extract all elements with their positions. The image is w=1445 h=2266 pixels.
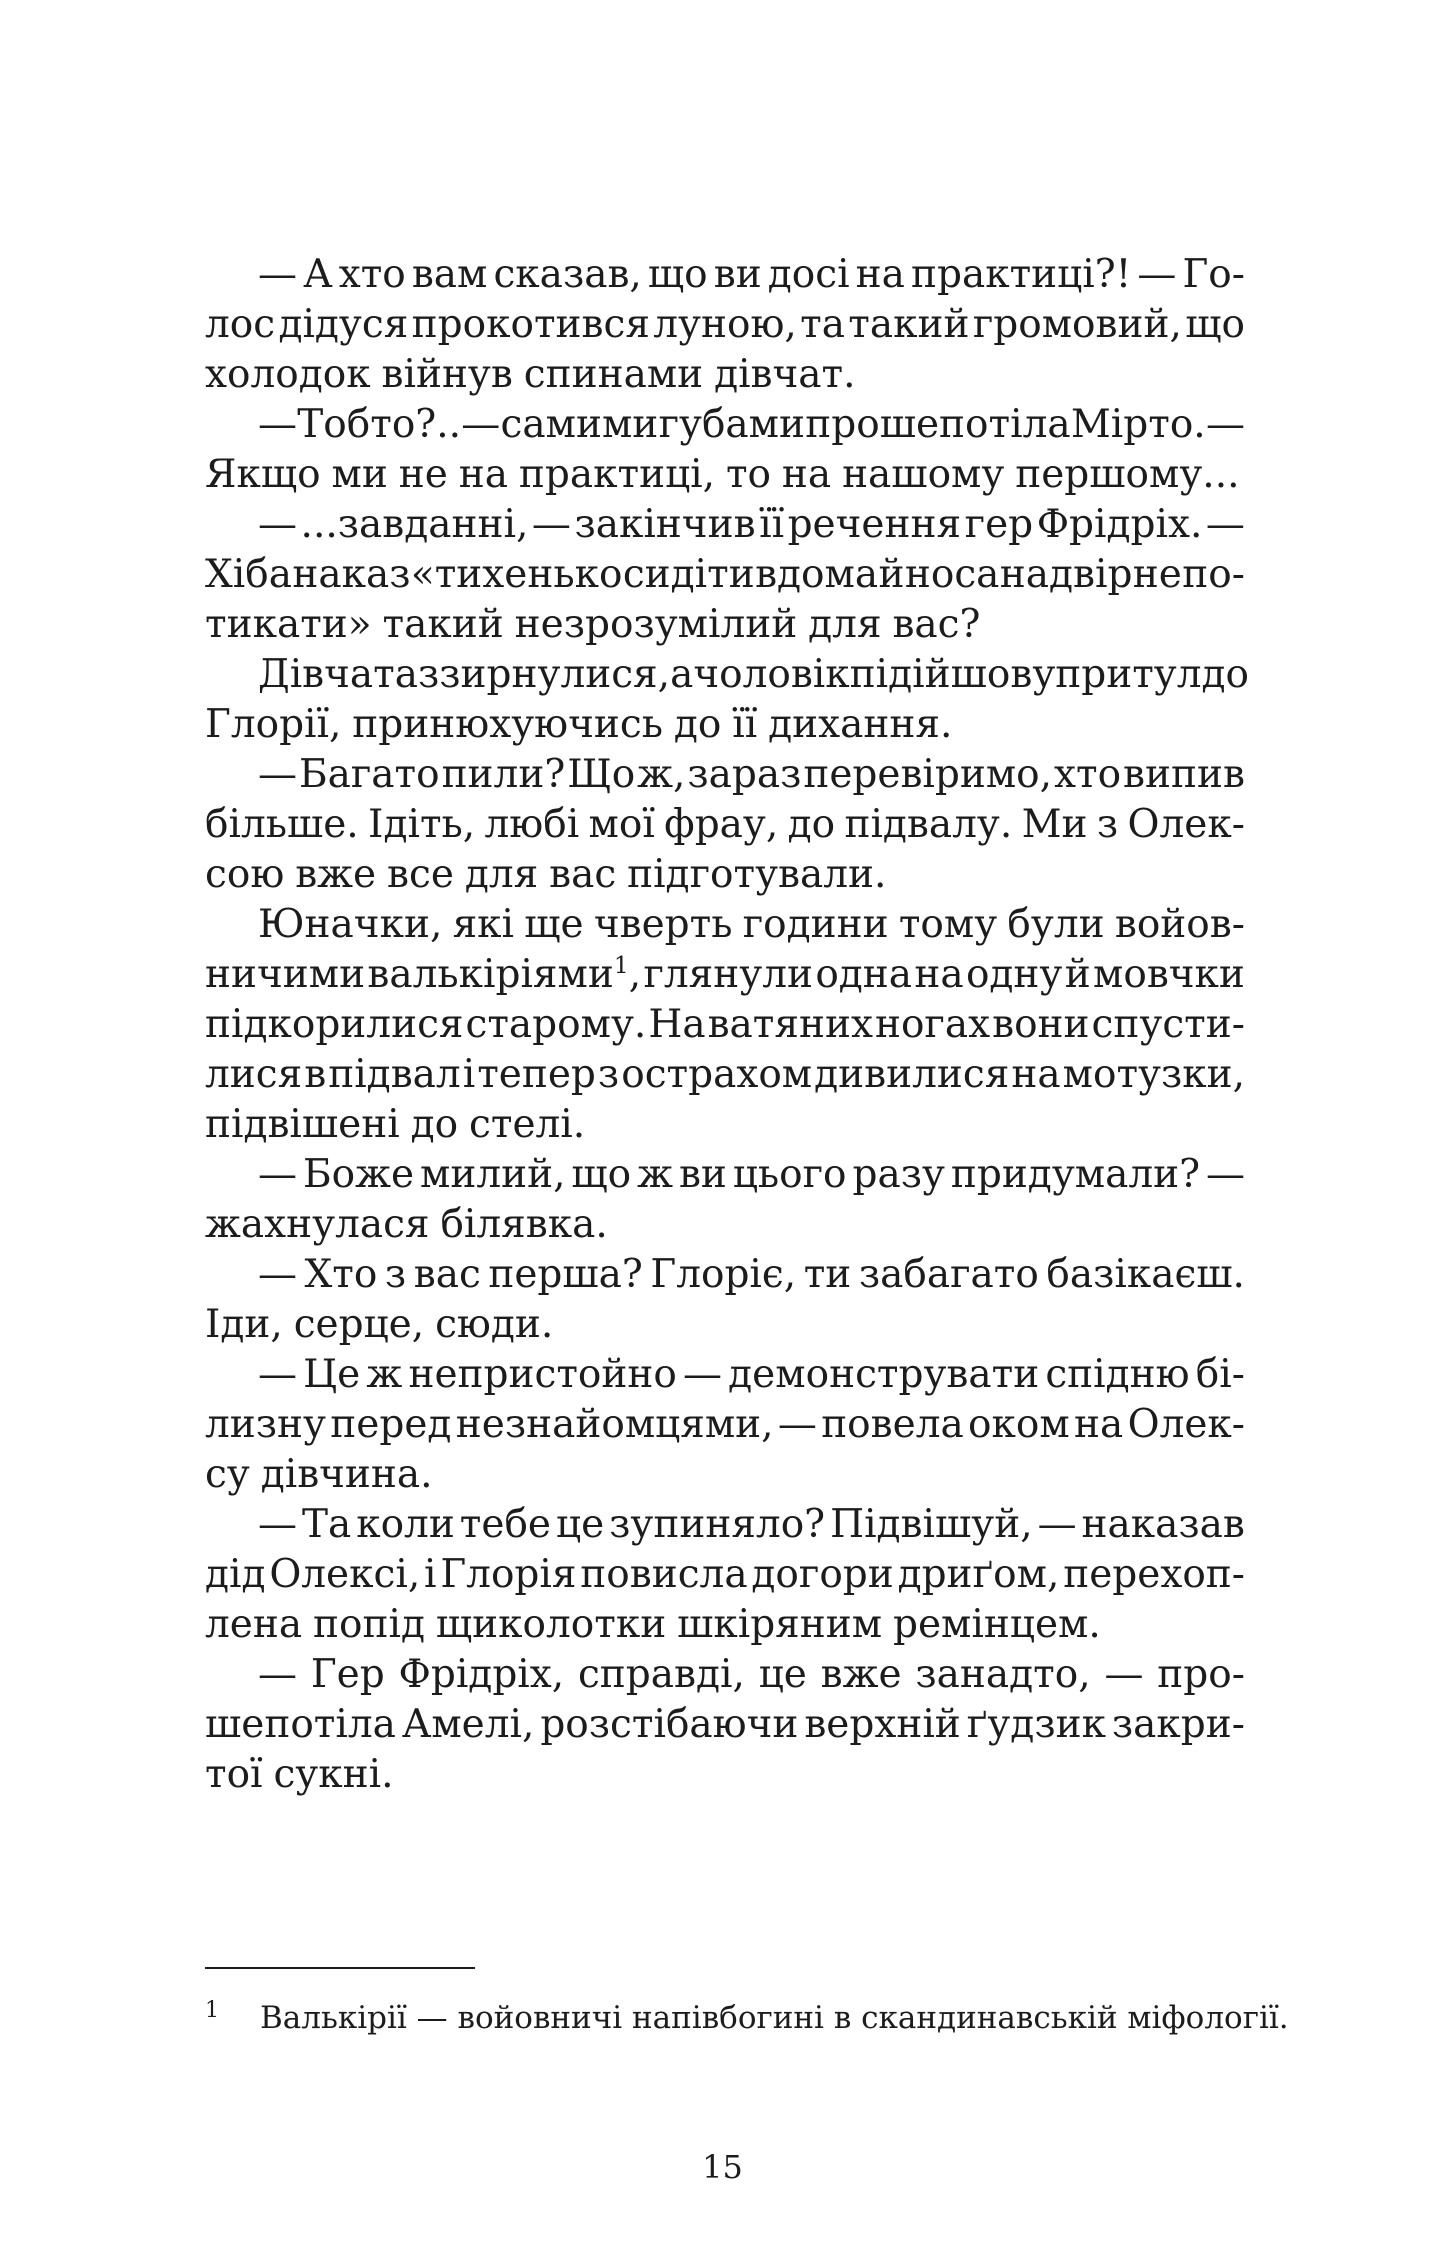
word: ватяних — [707, 1002, 873, 1047]
word: дриґом, — [897, 1552, 1060, 1597]
word: ж — [637, 1152, 673, 1197]
word: верхній — [804, 1702, 961, 1747]
word: бі- — [1195, 1352, 1245, 1397]
word: Амелі, — [401, 1702, 535, 1747]
word: вдома — [755, 552, 879, 597]
word: досі — [767, 252, 850, 297]
text-line — [205, 1650, 1245, 1700]
word: ремінцем. — [893, 1602, 1101, 1647]
word: шепотіла — [205, 1702, 396, 1747]
word: — — [1137, 252, 1177, 297]
word: сказав, — [493, 252, 642, 297]
word: ...завданні, — [300, 502, 529, 547]
word: тикати» — [205, 602, 372, 647]
footnote-reference[interactable]: 1 — [613, 951, 629, 979]
word: — — [1205, 402, 1245, 447]
word: — — [461, 402, 501, 447]
text-line — [205, 300, 1245, 350]
word: справді, — [577, 1652, 745, 1697]
word: зараз — [687, 752, 802, 797]
word: одну — [965, 952, 1063, 997]
word: — — [258, 402, 297, 447]
word: Олек- — [1127, 1402, 1245, 1447]
word: вас? — [892, 602, 981, 647]
word: повисла — [580, 1552, 748, 1597]
word: її — [759, 502, 785, 547]
word: з — [1096, 802, 1119, 847]
word: до — [410, 1102, 459, 1147]
word: Фрідріх, — [398, 1652, 565, 1697]
word: — — [1104, 1652, 1144, 1697]
word: дихання. — [768, 702, 953, 747]
text-line — [205, 400, 1245, 450]
word: та — [800, 302, 845, 347]
page-number: 15 — [702, 2148, 743, 2186]
word: Олексі, — [269, 1552, 421, 1597]
word: підготували. — [627, 852, 887, 897]
word: ще — [524, 902, 584, 947]
word: прошепотіла — [805, 402, 1071, 447]
word: Хто — [304, 1252, 378, 1297]
text-line — [205, 950, 1245, 1000]
word: жахнулася — [205, 1202, 430, 1247]
word: більше. — [205, 802, 359, 847]
word: — — [258, 1652, 297, 1697]
word: луною, — [653, 302, 797, 347]
word: Юначки, — [258, 902, 443, 947]
word: — — [1205, 1152, 1245, 1197]
word: першому... — [1015, 452, 1240, 497]
word: Глорії, — [205, 702, 342, 747]
word: це — [555, 1502, 605, 1547]
word: попід — [313, 1602, 425, 1647]
footnote-marker: 1 — [205, 1998, 219, 2023]
word: підвал — [328, 1052, 461, 1097]
text-line — [205, 450, 1245, 500]
word: принюхуючись — [352, 702, 663, 747]
word: Підвішуй, — [830, 1502, 1033, 1547]
word: шкіряним — [677, 1602, 883, 1647]
word: Що — [567, 752, 636, 797]
word: прокотився — [411, 302, 650, 347]
text-line — [205, 550, 1245, 600]
text-line — [205, 1600, 1245, 1650]
text-line — [205, 1350, 1245, 1400]
word: по- — [1182, 552, 1245, 597]
word: наказав — [1081, 1502, 1245, 1547]
word: непристойно — [408, 1352, 677, 1397]
word: ничими — [205, 952, 366, 997]
word: гер — [964, 502, 1034, 547]
word: а — [670, 652, 694, 697]
word: лизну — [205, 1402, 326, 1447]
word: підкорилися — [205, 1002, 464, 1047]
word: Ми — [1021, 802, 1088, 847]
word: ж, — [637, 752, 686, 797]
word: ззирнулися, — [418, 652, 671, 697]
word: і — [462, 1052, 476, 1097]
word: що — [647, 252, 708, 297]
word: перехоп- — [1063, 1552, 1245, 1597]
word: це — [758, 1652, 807, 1697]
word: Багато — [298, 752, 440, 797]
text-line — [205, 500, 1245, 550]
word: все — [387, 852, 454, 897]
word: на — [1011, 1052, 1061, 1097]
word: ви — [678, 1152, 727, 1197]
word: її — [732, 702, 758, 747]
word: в — [304, 1052, 327, 1097]
text-line — [205, 1000, 1245, 1050]
word: носа — [904, 552, 1000, 597]
word: Хіба — [205, 552, 292, 597]
word: холодок — [205, 352, 371, 397]
word: наказ — [292, 552, 411, 597]
word: повела — [821, 1402, 964, 1447]
word: такий — [848, 302, 970, 347]
word: мотузки, — [1062, 1052, 1245, 1097]
word: глянули — [643, 952, 813, 997]
word: чверть — [593, 902, 733, 947]
word: тебе — [459, 1502, 552, 1547]
word: такий — [382, 602, 504, 647]
word: разу — [852, 1152, 945, 1197]
word: старому. — [465, 1002, 647, 1047]
text-line — [205, 1100, 1245, 1150]
word: тої — [205, 1752, 263, 1797]
word: вас — [413, 1252, 481, 1297]
word: ми — [331, 452, 388, 497]
word: на — [781, 452, 832, 497]
text-line — [205, 350, 1245, 400]
word: вже — [295, 852, 377, 897]
word: «тихенько — [410, 552, 623, 597]
word: забагато — [858, 1252, 1039, 1297]
word: придумали? — [950, 1152, 1201, 1197]
word: — — [683, 1352, 723, 1397]
word: ти — [803, 1252, 852, 1297]
word: одна — [815, 952, 913, 997]
word: підвішені — [205, 1102, 400, 1147]
text-line — [205, 1400, 1245, 1450]
word: до — [673, 702, 722, 747]
word: хто — [1054, 752, 1122, 797]
word: незнайомцями, — [455, 1402, 774, 1447]
word: сидіти — [622, 552, 755, 597]
word: губами — [658, 402, 806, 447]
text-line — [205, 750, 1245, 800]
word: Дівчата — [258, 652, 418, 697]
word: вони — [992, 1002, 1090, 1047]
word: нашому — [842, 452, 1005, 497]
text-line — [205, 1750, 1245, 1800]
word: випив — [1123, 752, 1245, 797]
text-line — [205, 1500, 1245, 1550]
word: незрозумілий — [514, 602, 798, 647]
word: речення — [787, 502, 962, 547]
word: ґудзик — [966, 1702, 1106, 1747]
word: оком — [968, 1402, 1070, 1447]
word: які — [452, 902, 515, 947]
word: ж — [366, 1352, 403, 1397]
word: самими — [500, 402, 659, 447]
word: спусти- — [1091, 1002, 1245, 1047]
text-line — [205, 850, 1245, 900]
word: про- — [1157, 1652, 1245, 1697]
word: не — [1132, 552, 1182, 597]
word: надвір — [999, 552, 1133, 597]
word: — — [258, 1352, 297, 1397]
word: спинами — [523, 352, 704, 397]
word: мовчки — [1093, 952, 1245, 997]
word: з — [384, 1252, 407, 1297]
word: дідуся — [278, 302, 409, 347]
text-line — [205, 1150, 1245, 1200]
word: Го- — [1182, 252, 1245, 297]
word: Глоріє, — [650, 1252, 797, 1297]
word: — — [258, 1152, 297, 1197]
word: хто — [338, 252, 406, 297]
text-line — [205, 1050, 1245, 1100]
word: вже — [820, 1652, 902, 1697]
word: Іди, — [205, 1302, 283, 1347]
word: — — [258, 252, 297, 297]
word: — — [777, 1402, 817, 1447]
word: для — [464, 852, 539, 897]
text-line — [205, 1200, 1245, 1250]
word: на — [458, 452, 509, 497]
word: демонструвати — [728, 1352, 1040, 1397]
text-line — [205, 1300, 1245, 1350]
word: до — [1201, 652, 1250, 697]
word: закри- — [1111, 1702, 1245, 1747]
text-line — [205, 1250, 1245, 1300]
word: су — [205, 1452, 250, 1497]
word: перевіримо, — [803, 752, 1053, 797]
word: щиколотки — [435, 1602, 667, 1647]
word: спідню — [1045, 1352, 1190, 1397]
word: фрау, — [664, 802, 779, 847]
word: що — [571, 1152, 632, 1197]
word: громовий, — [972, 302, 1182, 347]
word: не — [398, 452, 448, 497]
word: до — [787, 802, 836, 847]
word: години — [742, 902, 889, 947]
word: дівчина. — [260, 1452, 433, 1497]
text-line — [205, 1700, 1245, 1750]
word: — — [258, 1252, 297, 1297]
word: — — [531, 502, 571, 547]
word: підвалу. — [844, 802, 1013, 847]
word: Олек- — [1127, 802, 1245, 847]
word: на — [914, 952, 964, 997]
word: цього — [732, 1152, 847, 1197]
word: війнув — [381, 352, 513, 397]
word: Глорія — [440, 1552, 577, 1597]
word: Гер — [310, 1652, 385, 1697]
word: валькіріями$^1$, — [367, 951, 642, 997]
word: дивилися — [814, 1052, 1010, 1097]
word: сюди. — [435, 1302, 554, 1347]
word: вам — [411, 252, 488, 297]
word: то — [725, 452, 771, 497]
word: — — [258, 1502, 297, 1547]
word: і — [424, 1552, 437, 1597]
word: лос — [205, 302, 276, 347]
word: практиці?! — [910, 252, 1132, 297]
word: тому — [898, 902, 998, 947]
word: сою — [205, 852, 285, 897]
word: й — [1064, 952, 1091, 997]
word: коли — [356, 1502, 455, 1547]
word: лися — [205, 1052, 303, 1097]
word: пили? — [441, 752, 566, 797]
text-line — [205, 1550, 1245, 1600]
text-line — [205, 650, 1250, 700]
footnote-separator — [205, 1967, 475, 1969]
word: й — [878, 552, 905, 597]
word: Фрідріх. — [1036, 502, 1203, 547]
word: На — [648, 1002, 706, 1047]
word: Якщо — [205, 452, 321, 497]
word: любі — [484, 802, 580, 847]
text-line — [205, 250, 1245, 300]
word: А — [303, 252, 333, 297]
text-line — [205, 800, 1245, 850]
word: на — [1074, 1402, 1124, 1447]
word: Боже — [302, 1152, 415, 1197]
text-line — [205, 900, 1245, 950]
text-line — [205, 600, 1245, 650]
word: перед — [330, 1402, 452, 1447]
word: милий, — [419, 1152, 566, 1197]
word: практиці, — [518, 452, 716, 497]
word: мої — [588, 802, 655, 847]
word: — — [1205, 502, 1245, 547]
word: упритул — [1032, 652, 1202, 697]
word: Мірто. — [1070, 402, 1206, 447]
word: дід — [205, 1552, 266, 1597]
word: Це — [303, 1352, 361, 1397]
body-text — [205, 250, 1250, 1800]
word: дівчат. — [714, 352, 856, 397]
word: догори — [751, 1552, 894, 1597]
word: чоловік — [693, 652, 850, 697]
word: на — [855, 252, 905, 297]
word: закінчив — [574, 502, 756, 547]
word: — — [1037, 1502, 1077, 1547]
word: Тобто?.. — [297, 402, 461, 447]
word: сукні. — [273, 1752, 394, 1797]
word: перша? — [488, 1252, 643, 1297]
footnote — [205, 1996, 1289, 2040]
word: занадто, — [915, 1652, 1091, 1697]
word: вас — [549, 852, 617, 897]
word: серце, — [293, 1302, 425, 1347]
word: Ідіть, — [368, 802, 476, 847]
text-line — [205, 1450, 1245, 1500]
word: що — [1185, 302, 1245, 347]
word: для — [808, 602, 882, 647]
word: — — [258, 502, 297, 547]
word: тепер — [477, 1052, 596, 1097]
word: базікаєш. — [1046, 1252, 1245, 1297]
word: стелі. — [469, 1102, 586, 1147]
word: Та — [301, 1502, 352, 1547]
word: лена — [205, 1602, 303, 1647]
text-line — [205, 700, 1245, 750]
word: зупиняло? — [609, 1502, 826, 1547]
footnote-text: Валькірії — войовничі напівбогині в скандинавській міфології. — [260, 2000, 1289, 2036]
word: підійшов — [849, 652, 1033, 697]
word: ви — [713, 252, 762, 297]
word: розстібаючи — [540, 1702, 799, 1747]
word: — — [258, 752, 297, 797]
word: ногах — [874, 1002, 991, 1047]
word: були — [1007, 902, 1105, 947]
word: з — [597, 1052, 620, 1097]
word: войов- — [1114, 902, 1245, 947]
word: острахом — [621, 1052, 813, 1097]
word: білявка. — [440, 1202, 608, 1247]
